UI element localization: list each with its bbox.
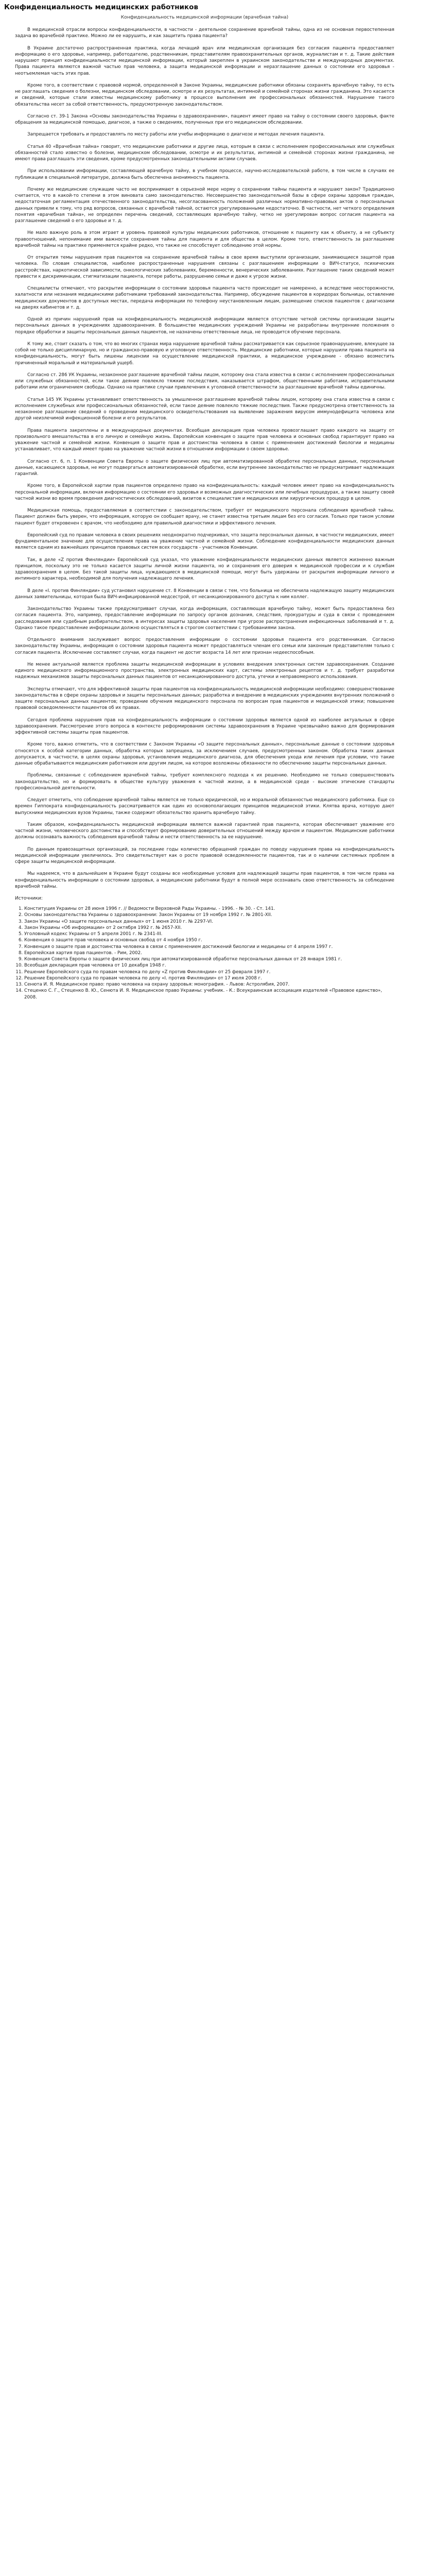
source-item: 3. Закон Украины «О защите персональных данных» от 1 июня 2010 г. № 2297-VI.	[24, 919, 394, 925]
document-title: Конфиденциальность медицинских работников	[4, 3, 198, 11]
paragraph: Европейский суд по правам человека в своих решениях неоднократно подчеркивал, что защита персональных данных, в частности медицинских, имеет фундаментальное значение для осуществления права на уважение частной и семейной жизни. Соблюдение конфиденциальности медицинских данных является одним из важнейших принципов правовых систем всех государств - участников Конвенции.	[15, 532, 394, 551]
paragraph: От открытия темы нарушения прав пациентов на сохранение врачебной тайны в свое время выступили организации, занимающиеся защитой прав человека. По словам специалистов, наиболее распространенные нарушения связаны с разглашением информации о ВИЧ-статусе, психических расстройствах, наркотической зависимости, онкологических заболеваниях, беременности, венерических заболеваниях. Разглашение таких сведений может привести к дискриминации, стигматизации пациента, потере работы, разрушению семьи и даже к угрозе жизни.	[15, 255, 394, 279]
paragraph: В деле «I. против Финляндии» суд установил нарушение ст. 8 Конвенции в связи с тем, что больница не обеспечила надлежащую защиту медицинских данных заявительницы, которая была ВИЧ-инфицированной медсестрой, от несанкционированного доступа к ним коллег.	[15, 588, 394, 600]
source-item: 1. Конституция Украины от 28 июня 1996 г. // Ведомости Верховной Рады Украины. - 1996. - № 30. - Ст. 141.	[24, 906, 394, 912]
paragraph: В Украине достаточно распространенная практика, когда лечащий врач или медицинская организация без согласия пациента предоставляет информацию о его здоровье, например, работодателю, родственникам, представителям правоохранительных органов, журналистам и т. д. Такие действия нарушают принцип конфиденциальности медицинской информации, который закреплен в украинском законодательстве и международных документах. Права пациента являются важной частью прав человека, а защита медицинской информации и неразглашение данных о состоянии его здоровья - неотъемлемая часть этих прав.	[15, 45, 394, 76]
paragraph: Согласно ст. 39-1 Закона «Основы законодательства Украины о здравоохранении», пациент имеет право на тайну о состоянии своего здоровья, факте обращения за медицинской помощью, диагнозе, а также о сведениях, полученных при его медицинском обследовании.	[15, 113, 394, 125]
paragraph: Права пациента закреплены и в международных документах. Всеобщая декларация прав человека провозглашает право каждого на защиту от произвольного вмешательства в его личную и семейную жизнь. Европейская конвенция о защите прав человека и основных свобод гарантирует право на уважение частной и семейной жизни. Конвенция о защите прав и достоинства человека в связи с применением достижений биологии и медицины устанавливает, что каждый имеет право на уважение частной жизни в отношении информации о своем здоровье.	[15, 428, 394, 452]
source-item: 5. Уголовный кодекс Украины от 5 апреля 2001 г. № 2341-III.	[24, 931, 394, 937]
paragraph: Специалисты отмечают, что раскрытие информации о состоянии здоровья пациента часто происходит не намеренно, а вследствие неосторожности, халатности или незнания медицинскими работниками требований законодательства. Например, обсуждение пациентов в коридорах больницы, оставление медицинских документов в доступных местах, передача информации по телефону неустановленным лицам, размещение списков пациентов с диагнозами на дверях кабинетов и т. д.	[15, 286, 394, 310]
paragraph: Сегодня проблема нарушения прав на конфиденциальность информации о состоянии здоровья является одной из наиболее актуальных в сфере здравоохранения. Рассмотрение этого вопроса в контексте реформирования системы здравоохранения в Украине чрезвычайно важно для формирования эффективной системы защиты прав пациентов.	[15, 717, 394, 735]
source-item: 14. Стеценко С. Г., Стеценко В. Ю., Сенюта И. Я. Медицинское право Украины: учебник. - К.: Всеукраинская ассоциация издателей «Правовое единство», 2008.	[24, 988, 394, 1001]
paragraph: Согласно ст. 6, п. 1 Конвенции Совета Европы о защите физических лиц при автоматизированной обработке персональных данных, персональные данные, касающиеся здоровья, не могут подвергаться автоматизированной обработке, если внутреннее законодательство не предусматривает надлежащих гарантий.	[15, 459, 394, 477]
paragraph: Законодательство Украины также предусматривает случаи, когда информация, составляющая врачебную тайну, может быть предоставлена без согласия пациента. Это, например, предоставление информации по запросу органов дознания, следствия, прокуратуры и суда в связи с проведением расследования или судебным разбирательством, в интересах защиты здоровья населения при угрозе распространения инфекционных заболеваний и т. д. Однако такое предоставление информации должно осуществляться в строгом соответствии с требованиями закона.	[15, 606, 394, 631]
paragraph: Запрещается требовать и предоставлять по месту работы или учебы информацию о диагнозе и методах лечения пациента.	[27, 132, 325, 138]
paragraph-list	[15, 27, 394, 890]
source-item: 8. Европейская хартия прав пациентов. - Рим, 2002.	[24, 950, 394, 956]
paragraph: Кроме того, важно отметить, что в соответствии с Законом Украины «О защите персональных данных», персональные данные о состоянии здоровья относятся к особой категории данных, обработка которых запрещена, за исключением случаев, предусмотренных законом. Обработка таких данных допускается, в частности, в целях охраны здоровья, установления медицинского диагноза, для обеспечения ухода или лечения при условии, что такие данные обрабатываются медицинским работником или другим лицом, на которое возложены обязанности по обеспечению защиты персональных данных.	[15, 742, 394, 766]
paragraph: Отдельного внимания заслуживает вопрос предоставления информации о состоянии здоровья пациента его родственникам. Согласно законодательству Украины, информация о состоянии здоровья пациента может предоставляться членам его семьи или законным представителям только с согласия пациента. Исключение составляют случаи, когда пациент не достиг возраста 14 лет или признан недееспособным.	[15, 637, 394, 655]
source-item: 4. Закон Украины «Об информации» от 2 октября 1992 г. № 2657-XII.	[24, 925, 394, 931]
article-body	[4, 14, 432, 1001]
paragraph: Так, в деле «Z против Финляндии» Европейский суд указал, что уважение конфиденциальности медицинских данных является жизненно важным принципом, поскольку это не только касается защиты личной жизни пациента, но и сохранения его доверия к медицинской профессии и к службам здравоохранения в целом. Без такой защиты лица, нуждающиеся в медицинской помощи, могут быть удержаны от раскрытия информации личного и интимного характера, необходимой для получения надлежащего лечения.	[15, 557, 394, 582]
paragraph: Эксперты отмечают, что для эффективной защиты прав пациентов на конфиденциальность медицинской информации необходимо: совершенствование законодательства в сфере охраны здоровья и защиты персональных данных; разработка и внедрение в медицинских учреждениях внутренних положений о защите персональных данных пациентов; проведение обучения медицинского персонала по вопросам прав пациентов и медицинской этики; повышение правовой осведомленности пациентов об их правах.	[15, 686, 394, 711]
sources-heading: Источники:	[15, 896, 43, 901]
source-item: 10. Всеобщая декларация прав человека от 10 декабря 1948 г.	[24, 962, 394, 969]
paragraph: Мы надеемся, что в дальнейшем в Украине будут созданы все необходимые условия для надлежащей защиты прав пациентов, в том числе права на конфиденциальность информации о состоянии здоровья, а медицинские работники будут в полной мере осознавать свою ответственность за соблюдение врачебной тайны.	[15, 871, 394, 889]
source-item: 6. Конвенция о защите прав человека и основных свобод от 4 ноября 1950 г.	[24, 937, 394, 943]
paragraph: Согласно ст. 286 УК Украины, незаконное разглашение врачебной тайны лицом, которому она стала известна в связи с исполнением профессиональных или служебных обязанностей, если такое деяние повлекло тяжкие последствия, наказывается штрафом, общественными работами, исправительными работами или ограничением свободы. Однако на практике случаи привлечения к уголовной ответственности за разглашение врачебной тайны единичны.	[15, 372, 394, 391]
paragraph: Медицинская помощь, предоставляемая в соответствии с законодательством, требует от медицинского персонала соблюдения врачебной тайны. Пациент должен быть уверен, что информация, которую он сообщает врачу, не станет известна третьим лицам без его согласия. Только при таком условии пациент будет откровенен с врачом, что необходимо для правильной диагностики и эффективного лечения.	[15, 508, 394, 526]
paragraph: Кроме того, в Европейской хартии прав пациентов определено право на конфиденциальность: каждый человек имеет право на конфиденциальность персональной информации, включая информацию о состоянии его здоровья и возможных диагностических или лечебных процедурах, а также защиту своей частной жизни во время проведения диагностических обследований, визитов к специалистам и медицинских или хирургических процедур в целом.	[15, 483, 394, 501]
paragraph: Не мало важную роль в этом играет и уровень правовой культуры медицинских работников, отношение к пациенту как к объекту, а не субъекту правоотношений, непонимание ими важности сохранения тайны для пациента и для общества в целом. Кроме того, ответственность за разглашение врачебной тайны на практике применяется крайне редко, что также не способствует соблюдению этой нормы.	[15, 230, 394, 248]
paragraph: Таким образом, конфиденциальность медицинской информации является важной гарантией прав пациента, которая обеспечивает уважение его частной жизни, человеческого достоинства и способствует формированию доверительных отношений между врачом и пациентом. Медицинские работники должны осознавать важность соблюдения врачебной тайны и нести ответственность за ее нарушение.	[15, 822, 394, 840]
paragraph: Не менее актуальной является проблема защиты медицинской информации в условиях внедрения электронных систем здравоохранения. Создание единого медицинского информационного пространства, электронных медицинских карт, системы электронных рецептов и т. д. требует разработки надежных механизмов защиты персональных данных пациентов от несанкционированного доступа, утечки и неправомерного использования.	[15, 662, 394, 680]
source-item: 9. Конвенция Совета Европы о защите физических лиц при автоматизированной обработке персональных данных от 28 января 1981 г.	[24, 956, 394, 962]
sources-list	[15, 906, 394, 1001]
paragraph: В медицинской отрасли вопросы конфиденциальности, в частности - деятельное сохранение врачебной тайны, одна из не основная первостепенная задача во врачебной практике. Можно ли ее нарушить, и как защитить права пациента?	[15, 27, 394, 39]
paragraph: Следует отметить, что соблюдение врачебной тайны является не только юридической, но и моральной обязанностью медицинского работника. Еще со времен Гиппократа конфиденциальность рассматривается как один из основополагающих принципов медицинской этики. Клятва врача, которую дают выпускники медицинских вузов Украины, также содержит обязательство хранить врачебную тайну.	[15, 798, 394, 816]
source-item: 2. Основы законодательства Украины о здравоохранении: Закон Украины от 19 ноября 1992 г. № 2801-XII.	[24, 912, 394, 918]
paragraph: При использовании информации, составляющей врачебную тайну, в учебном процессе, научно-исследовательской работе, в том числе в случаях ее публикации в специальной литературе, должна быть обеспечена анонимность пациента.	[15, 168, 394, 180]
document-subtitle: Конфиденциальность медицинской информации (врачебная тайна)	[120, 15, 289, 20]
paragraph: Статья 40 «Врачебная тайна» говорит, что медицинские работники и другие лица, которым в связи с исполнением профессиональных или служебных обязанностей стало известно о болезни, медицинском обследовании, осмотре и их результатах, интимной и семейной сторонах жизни гражданина, не имеют права разглашать эти сведения, кроме предусмотренных законодательными актами случаев.	[15, 144, 394, 162]
paragraph: Почему же медицинские служащие часто не воспринимают в серьезной мере норму о сохранении тайны пациента и нарушают закон? Традиционно считается, что в какой-то степени в этом виновата само законодательство. Несовершенство законодательной базы в сфере охраны здоровья граждан, недостаточная регламентация отечественного законодательства, несогласованность положений различных нормативно-правовых актов о персональных данных привели к тому, что ряд вопросов, связанных с врачебной тайной, остаются урегулированными недостаточно. В частности, нет четкого определения понятия «врачебная тайна», не определен перечень сведений, составляющих врачебную тайну, четко не урегулирован вопрос согласия пациента на разглашение сведений о его здоровье и т. д.	[15, 187, 394, 224]
source-item: 11. Решение Европейского суда по правам человека по делу «Z против Финляндии» от 25 февраля 1997 г.	[24, 969, 394, 975]
paragraph: Проблемы, связанные с соблюдением врачебной тайны, требуют комплексного подхода к их решению. Необходимо не только совершенствовать законодательство, но и формировать в обществе культуру уважения к частной жизни, а в медицинской среде - высокие этические стандарты профессиональной деятельности.	[15, 773, 394, 791]
paragraph: Статья 145 УК Украины устанавливает ответственность за умышленное разглашение врачебной тайны лицом, которому она стала известна в связи с исполнением служебных или профессиональных обязанностей, если такое деяние повлекло тяжкие последствия. Также предусмотрена ответственность за незаконное разглашение сведений о проведении медицинского освидетельствования на выявление заражения вирусом иммунодефицита человека или другой неизлечимой инфекционной болезни и его результатов.	[15, 397, 394, 421]
source-item: 13. Сенюта И. Я. Медицинское право: право человека на охрану здоровья: монография. - Львов: Астролябия, 2007.	[24, 981, 394, 988]
source-item: 7. Конвенция о защите прав и достоинства человека в связи с применением достижений биологии и медицины от 4 апреля 1997 г.	[24, 944, 394, 950]
paragraph: Кроме того, в соответствии с правовой нормой, определенной в Законе Украины, медицинские работники обязаны сохранять врачебную тайну, то есть не разглашать сведения о болезни, медицинском обследовании, осмотре и их результатах, интимной и семейной сторонах жизни гражданина. Это касается и сведений, которые стали известны медицинскому работнику в процессе выполнения им профессиональных обязанностей. Нарушение такого обязательства несет за собой ответственность, предусмотренную законодательством.	[15, 82, 394, 107]
paragraph: К тому же, стоит сказать о том, что во многих странах мира нарушение врачебной тайны рассматривается как серьезное правонарушение, влекущее за собой не только дисциплинарную, но и гражданско-правовую и уголовную ответственность. Медицинские работники, которые нарушили права пациента на конфиденциальность, могут быть лишены лицензии на осуществление медицинской практики, а медицинское учреждение - обязано возместить причиненный моральный и материальный ущерб.	[15, 341, 394, 366]
source-item: 12. Решение Европейского суда по правам человека по делу «I. против Финляндии» от 17 июля 2008 г.	[24, 975, 394, 981]
paragraph: Одной из причин нарушений прав на конфиденциальность медицинской информации является отсутствие четкой системы организации защиты персональных данных в учреждениях здравоохранения. В большинстве медицинских учреждений Украины не разработаны внутренние положения о порядке обработки и защиты персональных данных пациентов, не назначены ответственные лица, не проводится обучение персонала.	[15, 317, 394, 335]
paragraph: По данным правозащитных организаций, за последние годы количество обращений граждан по поводу нарушения права на конфиденциальность медицинской информации увеличилось. Это свидетельствует как о росте правовой осведомленности пациентов, так и о наличии системных проблем в сфере защиты медицинской информации.	[15, 846, 394, 865]
